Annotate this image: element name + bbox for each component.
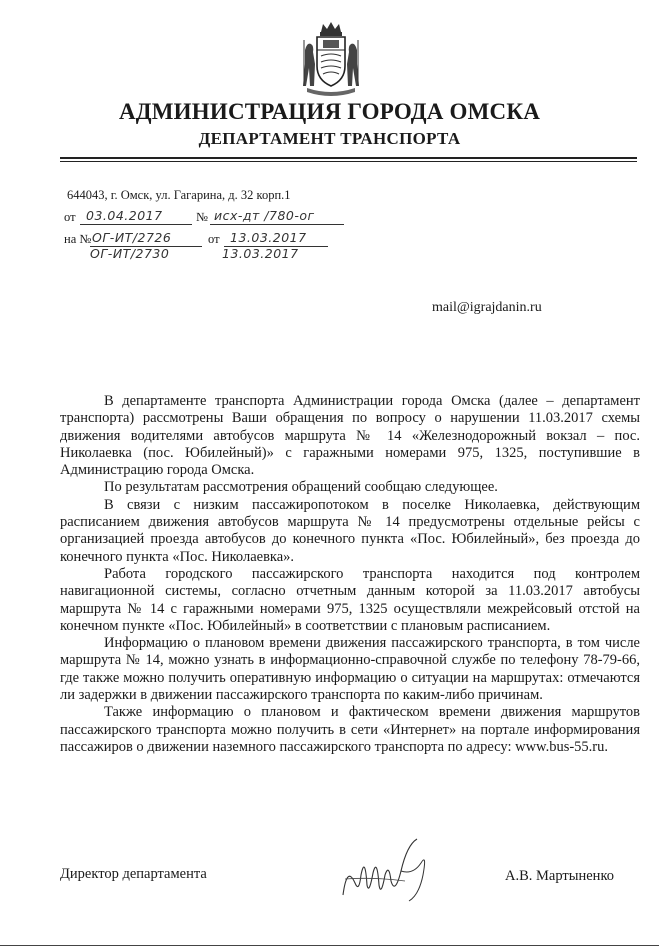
outgoing-date-row: [64, 208, 344, 228]
reference-row: [64, 230, 334, 266]
department-title: ДЕПАРТАМЕНТ ТРАНСПОРТА: [198, 129, 461, 148]
organization-title: АДМИНИСТРАЦИЯ ГОРОДА ОМСКА: [118, 99, 541, 124]
omsk-coat-of-arms-icon: [301, 20, 361, 104]
body-paragraph: В департаменте транспорта Администрации города Омска (далее – департамент транспорта) рассмотрены Ваши обращения по вопросу о нарушении 11.03.2017 схемы движения водителями автобусов маршрута № 14 «Железнодорожный вокзал – пос. Николаевка (пос. Юбилейный)» с гаражными номерами 975, 1325, поступившие в Администрацию города Омска.: [60, 393, 640, 479]
body-paragraph: Также информацию о плановом и фактическом времени движения маршрутов пассажирского транспорта можно получить в сети «Интернет» на портале информирования пассажиров о движении наземного пассажирского транспорта по адресу: www.bus-55.ru.: [60, 704, 640, 755]
recipient-email: mail@igrajdanin.ru: [432, 300, 542, 315]
reference-from-label: от: [208, 232, 220, 246]
header-divider-thin: [60, 161, 637, 162]
outgoing-number: исх-дт /780-ог: [214, 208, 315, 223]
body-paragraph: В связи с низким пассажиропотоком в поселке Николаевка, действующим расписанием движения автобусов маршрута № 14 предусмотрены отдельные рейсы с организацией проезда автобусов до конечного пункта «Пос. Юбилейный», без проезда до конечного пункта «Пос. Николаевка».: [60, 496, 640, 565]
sender-address: 644043, г. Омск, ул. Гагарина, д. 32 корп.1: [67, 188, 291, 202]
page-bottom-edge: [0, 945, 659, 946]
reference-number-2: ОГ-ИТ/2730: [90, 246, 170, 261]
body-paragraph: По результатам рассмотрения обращений сообщаю следующее.: [104, 479, 498, 496]
number-label: №: [196, 210, 208, 224]
reference-label: на №: [64, 232, 92, 246]
letter-body: [60, 393, 640, 756]
signatory-name: А.В. Мартыненко: [505, 868, 614, 884]
body-paragraph: Информацию о плановом времени движения пассажирского транспорта, в том числе маршрута № 14, можно узнать в информационно-справочной службе по телефону 78-79-66, где также можно получить оперативную информацию о ситуации на маршрутах: отмечаются ли задержки в движении пассажирского транспорта по каким-либо причинам.: [60, 635, 640, 704]
body-paragraph: Работа городского пассажирского транспорта находится под контролем навигационной системы, согласно отчетным данным которой за 11.03.2017 автобусы маршрута № 14 с гаражными номерами 975, 1325 осуществляли межрейсовый отстой на конечном пункте «Пос. Юбилейный» в соответствии с плановым расписанием.: [60, 565, 640, 634]
date-underline: [80, 224, 192, 225]
reference-number-1: ОГ-ИТ/2726: [92, 230, 172, 245]
header-divider: [60, 157, 637, 159]
number-underline: [210, 224, 344, 225]
handwritten-signature-icon: [335, 835, 435, 905]
outgoing-date: 03.04.2017: [86, 208, 163, 223]
signatory-position: Директор департамента: [60, 866, 207, 882]
reference-date-1: 13.03.2017: [230, 230, 307, 245]
reference-date-2: 13.03.2017: [222, 246, 299, 261]
from-label: от: [64, 210, 76, 224]
